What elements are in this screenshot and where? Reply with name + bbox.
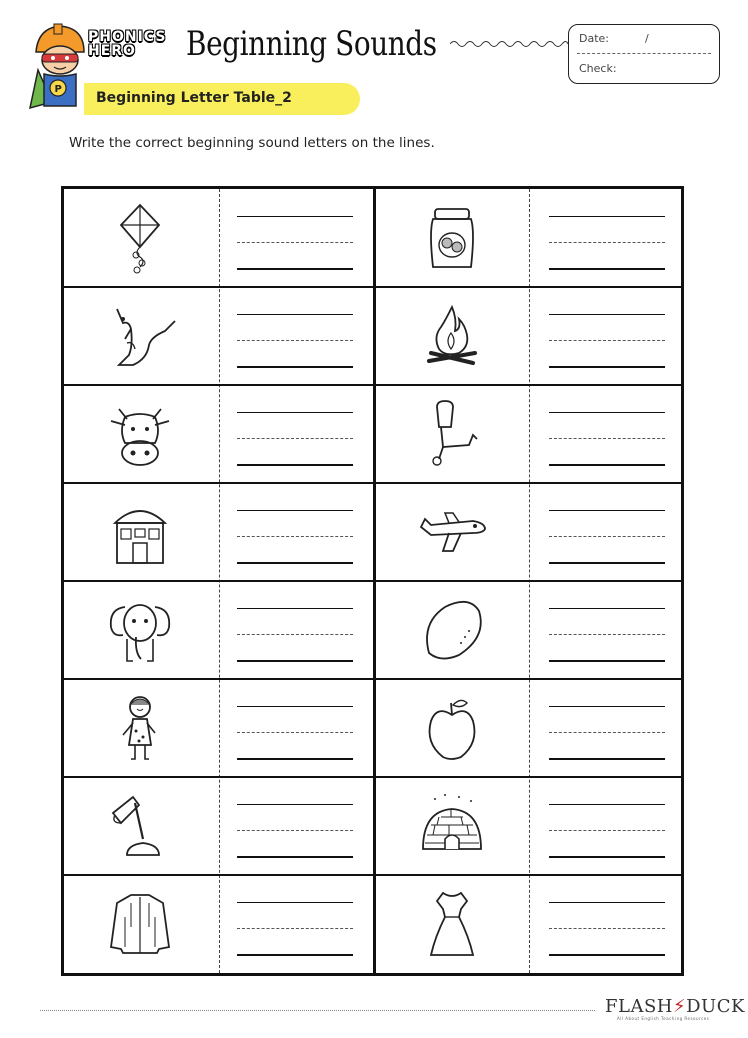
writing-lines[interactable] [549, 189, 665, 286]
subtitle-banner [84, 83, 360, 115]
picture-cell [64, 581, 216, 678]
airplane-icon [415, 495, 489, 569]
writing-lines[interactable] [237, 287, 353, 384]
writing-lines[interactable] [237, 189, 353, 286]
logo-right: DUCK [686, 996, 745, 1017]
phonics-hero-logo [88, 30, 178, 58]
picture-cell [64, 287, 216, 384]
house-icon [103, 495, 177, 569]
worksheet-table [61, 186, 684, 976]
jam-icon [415, 201, 489, 275]
writing-lines[interactable] [237, 385, 353, 482]
page-title: Beginning Sounds [186, 24, 437, 64]
dress-icon [415, 887, 489, 961]
logo-left: FLASH [605, 996, 673, 1017]
writing-lines[interactable] [237, 875, 353, 972]
footer-dotted-line [40, 1010, 595, 1011]
writing-lines[interactable] [549, 875, 665, 972]
picture-cell [64, 385, 216, 482]
logo-tagline: All About English Teaching Resources [617, 1016, 710, 1021]
picture-cell [376, 875, 528, 972]
writing-lines[interactable] [549, 483, 665, 580]
flashduck-logo [605, 996, 745, 1021]
girl-icon [103, 691, 177, 765]
writing-lines[interactable] [549, 777, 665, 874]
writing-lines[interactable] [237, 679, 353, 776]
wavy-line-decoration [450, 38, 568, 50]
kangaroo-icon [103, 299, 177, 373]
instruction-text: Write the correct beginning sound letters on the lines. [69, 135, 435, 151]
date-box-divider [577, 53, 711, 54]
fire-icon [415, 299, 489, 373]
brand-line-1: PHONICS [88, 29, 167, 45]
picture-cell [376, 385, 528, 482]
picture-cell [64, 875, 216, 972]
check-label: Check: [579, 62, 617, 75]
lemon-icon [415, 593, 489, 667]
lightning-bolt-icon: ⚡ [672, 996, 687, 1017]
date-check-box [568, 24, 720, 84]
picture-cell [64, 679, 216, 776]
jacket-icon [103, 887, 177, 961]
writing-lines[interactable] [549, 287, 665, 384]
picture-cell [376, 287, 528, 384]
phonics-hero-mascot-icon [28, 22, 90, 114]
picture-cell [64, 483, 216, 580]
apple-icon [415, 691, 489, 765]
lamp-icon [103, 789, 177, 863]
picture-cell [376, 483, 528, 580]
picture-cell [64, 189, 216, 286]
elephant-icon [103, 593, 177, 667]
date-label: Date: [579, 32, 609, 45]
writing-lines[interactable] [237, 777, 353, 874]
date-separator: / [645, 32, 649, 45]
writing-lines[interactable] [237, 483, 353, 580]
writing-lines[interactable] [549, 385, 665, 482]
svg-text:P: P [54, 84, 62, 95]
writing-lines[interactable] [549, 679, 665, 776]
writing-lines[interactable] [237, 581, 353, 678]
cow-icon [103, 397, 177, 471]
picture-cell [376, 777, 528, 874]
kite-icon [103, 201, 177, 275]
ice-cream-icon [415, 397, 489, 471]
picture-cell [64, 777, 216, 874]
picture-cell [376, 581, 528, 678]
brand-line-2: HERO [88, 43, 136, 59]
writing-lines[interactable] [549, 581, 665, 678]
igloo-icon [415, 789, 489, 863]
picture-cell [376, 189, 528, 286]
subtitle: Beginning Letter Table_2 [96, 90, 292, 106]
picture-cell [376, 679, 528, 776]
